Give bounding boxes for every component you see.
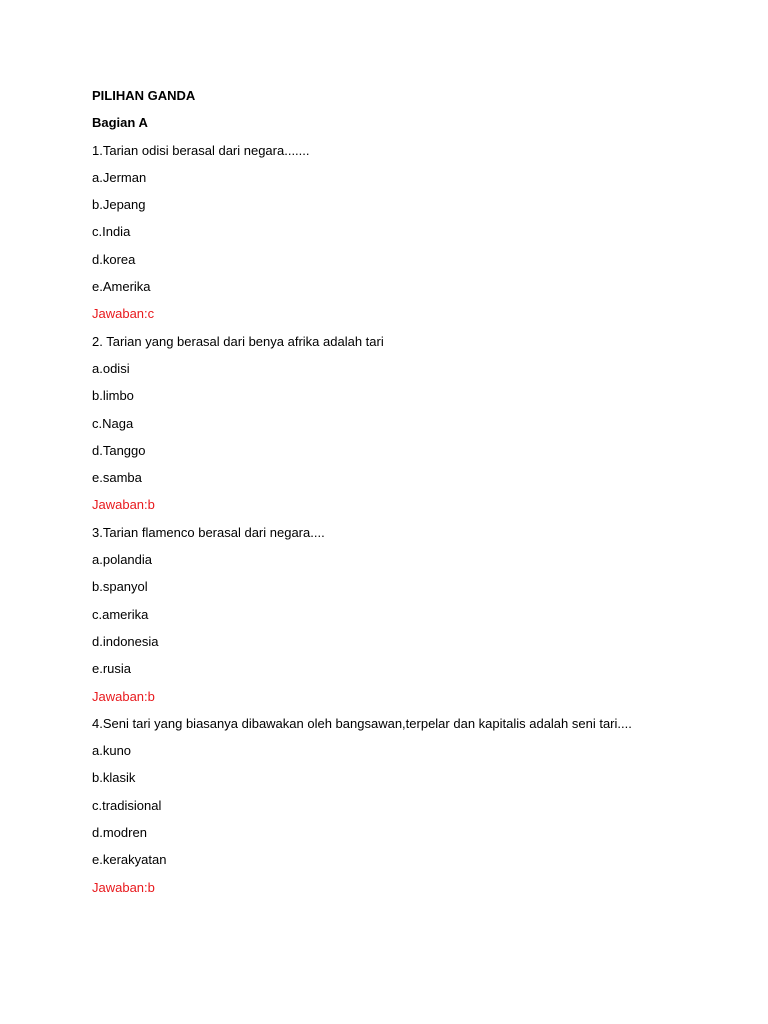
option-e: e.samba — [92, 470, 142, 486]
question-block — [92, 142, 732, 333]
option-e: e.Amerika — [92, 279, 151, 295]
question-text: 3.Tarian flamenco berasal dari negara.... — [92, 524, 325, 540]
option-c: c.India — [92, 224, 131, 240]
document-page — [92, 87, 732, 906]
option-b: b.limbo — [92, 388, 134, 404]
answer-key: Jawaban:c — [92, 306, 155, 322]
option-c: c.amerika — [92, 606, 149, 622]
answer-key: Jawaban:b — [92, 879, 155, 895]
question-block — [92, 715, 732, 906]
option-d: d.korea — [92, 251, 136, 267]
option-d: d.Tanggo — [92, 442, 146, 458]
option-d: d.indonesia — [92, 633, 159, 649]
option-b: b.Jepang — [92, 197, 146, 213]
question-text: 2. Tarian yang berasal dari benya afrika adalah tari — [92, 333, 384, 349]
option-a: a.Jerman — [92, 169, 147, 185]
option-b: b.klasik — [92, 770, 136, 786]
option-d: d.modren — [92, 825, 147, 841]
option-e: e.rusia — [92, 661, 132, 677]
question-block — [92, 524, 732, 715]
option-c: c.tradisional — [92, 797, 162, 813]
question-block — [92, 333, 732, 524]
option-b: b.spanyol — [92, 579, 148, 595]
answer-key: Jawaban:b — [92, 688, 155, 704]
document-heading: PILIHAN GANDA — [92, 88, 196, 103]
question-text: 4.Seni tari yang biasanya dibawakan oleh bangsawan,terpelar dan kapitalis adalah seni tari.... — [92, 715, 632, 731]
question-text: 1.Tarian odisi berasal dari negara....... — [92, 142, 310, 158]
option-a: a.odisi — [92, 360, 130, 376]
option-a: a.polandia — [92, 552, 152, 568]
option-a: a.kuno — [92, 743, 132, 759]
option-c: c.Naga — [92, 415, 134, 431]
section-title: Bagian A — [92, 115, 148, 131]
option-e: e.kerakyatan — [92, 852, 167, 868]
answer-key: Jawaban:b — [92, 497, 155, 513]
